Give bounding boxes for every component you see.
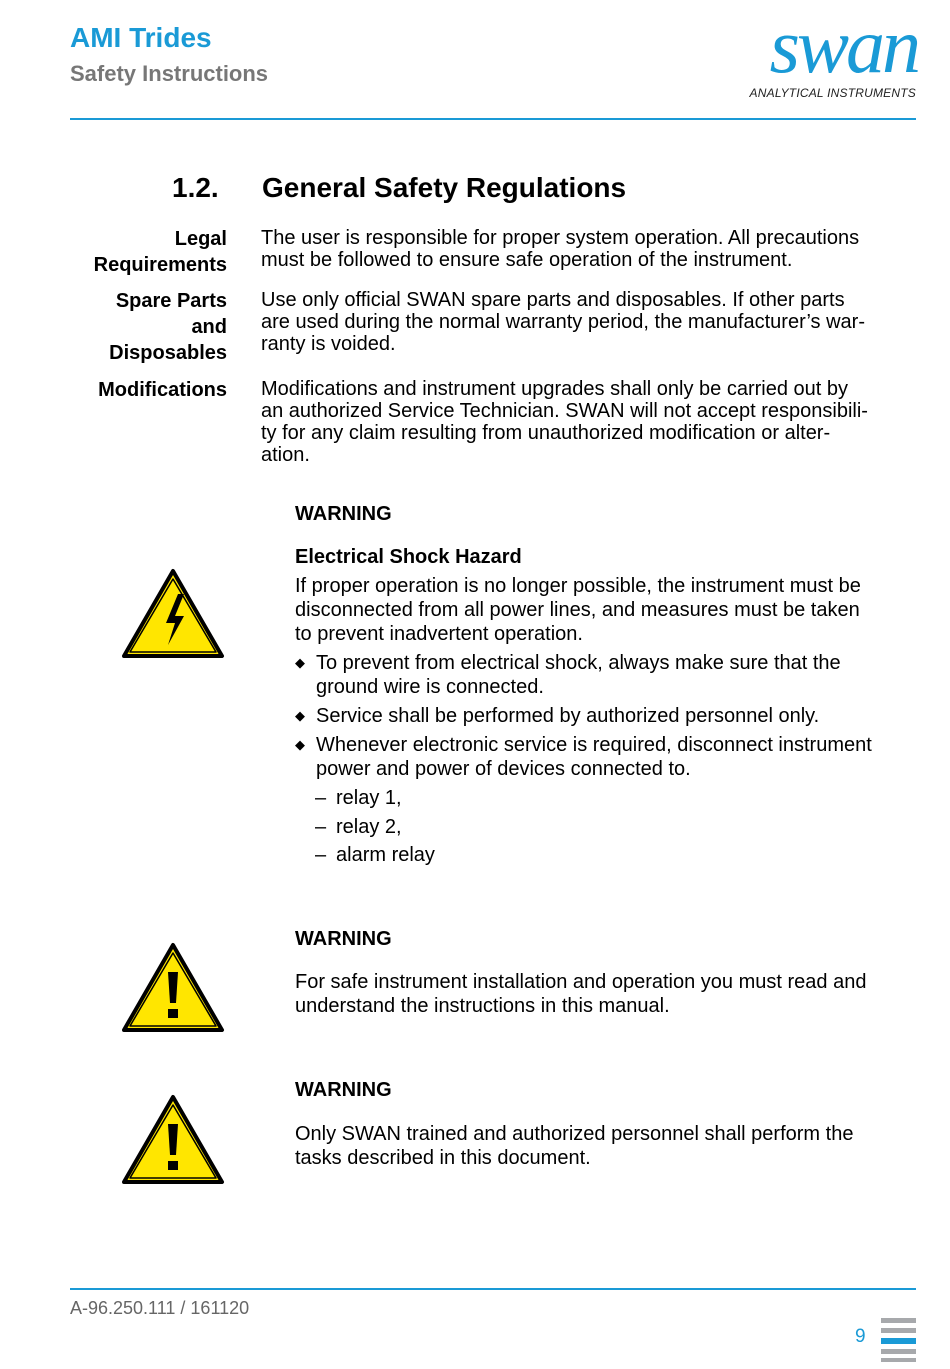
dash-icon: –	[315, 844, 327, 866]
warning-heading: Electrical Shock Hazard	[295, 546, 522, 568]
text-line: Modifications and instrument upgrades shall only be carried out by	[261, 378, 848, 400]
section-title: General Safety Regulations	[262, 172, 627, 203]
text-line: tasks described in this document.	[295, 1147, 591, 1169]
sidebar-line: Disposables	[109, 342, 227, 364]
footer-rule	[70, 1288, 916, 1290]
sidebar-line: Requirements	[93, 254, 227, 276]
bullet-icon: ◆	[295, 655, 305, 670]
sub-item-text: relay 2,	[336, 816, 402, 838]
header-rule	[70, 118, 916, 120]
text-line: disconnected from all power lines, and measures must be taken	[295, 599, 860, 621]
page-bars-icon	[881, 1318, 916, 1362]
bullet-icon: ◆	[295, 737, 305, 752]
text-line: understand the instructions in this manual.	[295, 995, 670, 1017]
warning-label: WARNING	[295, 928, 392, 950]
sub-item-text: relay 1,	[336, 787, 402, 809]
text-line: ranty is voided.	[261, 333, 396, 355]
text-line: are used during the normal warranty period, the manufacturer’s war-	[261, 311, 866, 333]
dash-icon: –	[315, 787, 327, 809]
logo-wordmark: swan	[769, 2, 918, 89]
paragraph-modifications	[261, 378, 921, 466]
sidebar-label-legal	[67, 226, 227, 278]
warning-text	[295, 574, 920, 646]
text-line: ty for any claim resulting from unauthorized modification or alter-	[261, 422, 831, 444]
text-line: Service shall be performed by authorized personnel only.	[316, 705, 820, 727]
paragraph-spare-parts	[261, 289, 921, 355]
dash-icon: –	[315, 816, 327, 838]
chapter-subtitle: Safety Instructions	[70, 61, 269, 86]
text-line: Only SWAN trained and authorized personnel shall perform the	[295, 1123, 854, 1145]
text-line: ground wire is connected.	[316, 676, 544, 698]
document-code: A-96.250.111 / 161120	[70, 1298, 250, 1318]
sidebar-line: Legal	[174, 228, 227, 250]
warning-label: WARNING	[295, 503, 392, 525]
text-line: To prevent from electrical shock, always make sure that the	[316, 652, 841, 674]
warning-text	[295, 1122, 920, 1170]
text-line: ation.	[261, 444, 310, 466]
page-number: 9	[855, 1326, 866, 1347]
general-warning-icon	[120, 1093, 226, 1187]
general-warning-icon	[120, 941, 226, 1035]
text-line: an authorized Service Technician. SWAN will not accept responsibili-	[261, 400, 868, 422]
text-line: Use only official SWAN spare parts and disposables. If other parts	[261, 289, 845, 311]
sidebar-label-spare-parts	[67, 288, 227, 366]
sidebar-label-modifications: Modifications	[98, 379, 227, 401]
sub-item-text: alarm relay	[336, 844, 435, 866]
paragraph-legal	[261, 227, 921, 271]
text-line: The user is responsible for proper system operation. All precautions	[261, 227, 860, 249]
sidebar-line: Spare Parts	[115, 290, 227, 312]
electrical-hazard-icon	[120, 567, 226, 661]
warning-label: WARNING	[295, 1079, 392, 1101]
text-line: If proper operation is no longer possible, the instrument must be	[295, 575, 861, 597]
document-title: AMI Trides	[70, 22, 212, 53]
text-line: to prevent inadvertent operation.	[295, 623, 583, 645]
sidebar-line: and	[191, 316, 227, 338]
text-line: Whenever electronic service is required, disconnect instrument	[316, 734, 872, 756]
text-line: must be followed to ensure safe operation of the instrument.	[261, 249, 793, 271]
swan-logo	[736, 2, 918, 104]
warning-text	[295, 970, 920, 1018]
section-number: 1.2.	[172, 172, 219, 203]
text-line: For safe instrument installation and operation you must read and	[295, 971, 867, 993]
bullet-icon: ◆	[295, 708, 305, 723]
logo-tagline: ANALYTICAL INSTRUMENTS	[749, 86, 916, 100]
text-line: power and power of devices connected to.	[316, 758, 691, 780]
